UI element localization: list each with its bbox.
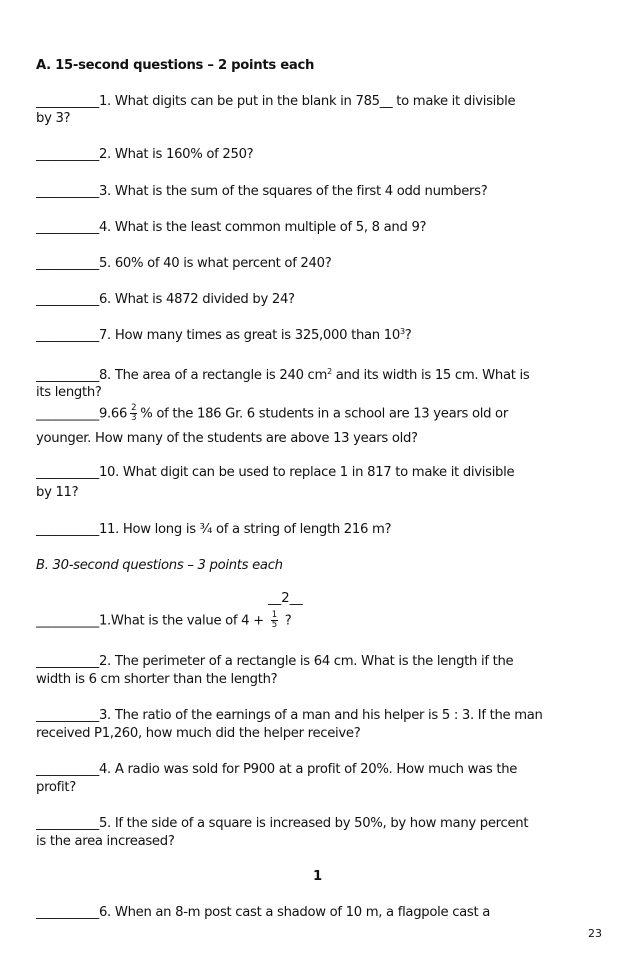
question-b2 — [36, 653, 513, 671]
fraction-numerator: 2 — [131, 403, 137, 413]
question-text: 1.What is the value of 4 + — [98, 613, 268, 629]
question-text: 3. What is the sum of the squares of the first 4 odd numbers? — [98, 184, 488, 199]
answer-blank: __________ — [36, 147, 99, 162]
centered-number: 1 — [313, 869, 322, 884]
question-a11 — [36, 521, 391, 539]
question-text: 2. The perimeter of a rectangle is 64 cm. What is the length if the — [98, 654, 514, 669]
question-text: 1. What digits can be put in the blank in 785__ to make it divisible — [98, 94, 516, 109]
question-b5 — [36, 815, 528, 833]
fraction-numerator: 1 — [271, 610, 277, 620]
question-text-end: ? — [280, 613, 292, 629]
answer-blank: __________ — [36, 368, 99, 383]
answer-blank: __________ — [36, 220, 99, 235]
answer-blank: __________ — [36, 328, 99, 343]
answer-blank: __________ — [36, 613, 99, 629]
answer-blank: __________ — [36, 406, 99, 422]
question-a9 — [36, 404, 508, 424]
question-b4-cont: profit? — [36, 780, 76, 795]
page-number: 23 — [588, 927, 602, 940]
question-text-end: and its width is 15 cm. What is — [331, 368, 530, 383]
question-a4 — [36, 219, 426, 237]
question-text: 4. A radio was sold for P900 at a profit of 20%. How much was the — [98, 762, 518, 777]
question-b3 — [36, 707, 543, 725]
answer-blank: __________ — [36, 256, 99, 271]
question-a6 — [36, 291, 295, 309]
question-text: 2. What is 160% of 250? — [98, 147, 254, 162]
answer-blank: __________ — [36, 762, 99, 777]
question-b1 — [36, 611, 291, 631]
question-text: 9.66 — [98, 406, 128, 422]
question-text: 6. When an 8-m post cast a shadow of 10 m, a flagpole cast a — [98, 905, 491, 920]
question-text: 10. What digit can be used to replace 1 in 817 to make it divisible — [98, 465, 515, 480]
fraction — [271, 611, 278, 630]
question-a10 — [36, 464, 514, 482]
exponent: 3 — [399, 327, 405, 336]
question-text-end: ? — [404, 328, 412, 343]
question-text: 6. What is 4872 divided by 24? — [98, 292, 295, 307]
fraction-top-numerator: __2__ — [268, 591, 303, 606]
question-b4 — [36, 761, 517, 779]
question-a8 — [36, 367, 529, 385]
question-a2 — [36, 146, 253, 164]
fraction — [130, 404, 137, 423]
question-a8-cont: its length? — [36, 385, 102, 400]
question-text: 3. The ratio of the earnings of a man and his helper is 5 : 3. If the man — [98, 708, 543, 723]
question-text-end: % of the 186 Gr. 6 students in a school are 13 years old or — [140, 406, 508, 422]
question-text: 8. The area of a rectangle is 240 cm — [98, 368, 328, 383]
question-text: 4. What is the least common multiple of 5, 8 and 9? — [98, 220, 427, 235]
question-b2-cont: width is 6 cm shorter than the length? — [36, 672, 278, 687]
answer-blank: __________ — [36, 522, 99, 537]
exponent: 2 — [327, 367, 332, 376]
question-b3-cont: received P1,260, how much did the helper receive? — [36, 726, 361, 741]
question-a7 — [36, 327, 411, 345]
answer-blank: __________ — [36, 465, 99, 480]
question-a5 — [36, 255, 331, 273]
question-a9-cont: younger. How many of the students are above 13 years old? — [36, 431, 418, 446]
question-text: 5. 60% of 40 is what percent of 240? — [98, 256, 332, 271]
fraction-denominator: 5 — [271, 620, 277, 630]
answer-blank: __________ — [36, 708, 99, 723]
answer-blank: __________ — [36, 94, 99, 109]
question-a3 — [36, 183, 487, 201]
answer-blank: __________ — [36, 654, 99, 669]
question-a1 — [36, 93, 515, 111]
section-a-heading: A. 15-second questions – 2 points each — [36, 58, 315, 73]
question-b6 — [36, 904, 490, 922]
answer-blank: __________ — [36, 816, 99, 831]
answer-blank: __________ — [36, 905, 99, 920]
question-text: 11. How long is ¾ of a string of length 216 m? — [98, 522, 392, 537]
question-a10-cont: by 11? — [36, 485, 79, 500]
answer-blank: __________ — [36, 292, 99, 307]
section-b-heading: B. 30-second questions – 3 points each — [36, 558, 283, 573]
fraction-denominator: 3 — [131, 413, 137, 423]
answer-blank: __________ — [36, 184, 99, 199]
question-text: 7. How many times as great is 325,000 than 10 — [98, 328, 400, 343]
question-a1-cont: by 3? — [36, 111, 71, 126]
question-text: 5. If the side of a square is increased by 50%, by how many percent — [98, 816, 529, 831]
question-b5-cont: is the area increased? — [36, 834, 175, 849]
